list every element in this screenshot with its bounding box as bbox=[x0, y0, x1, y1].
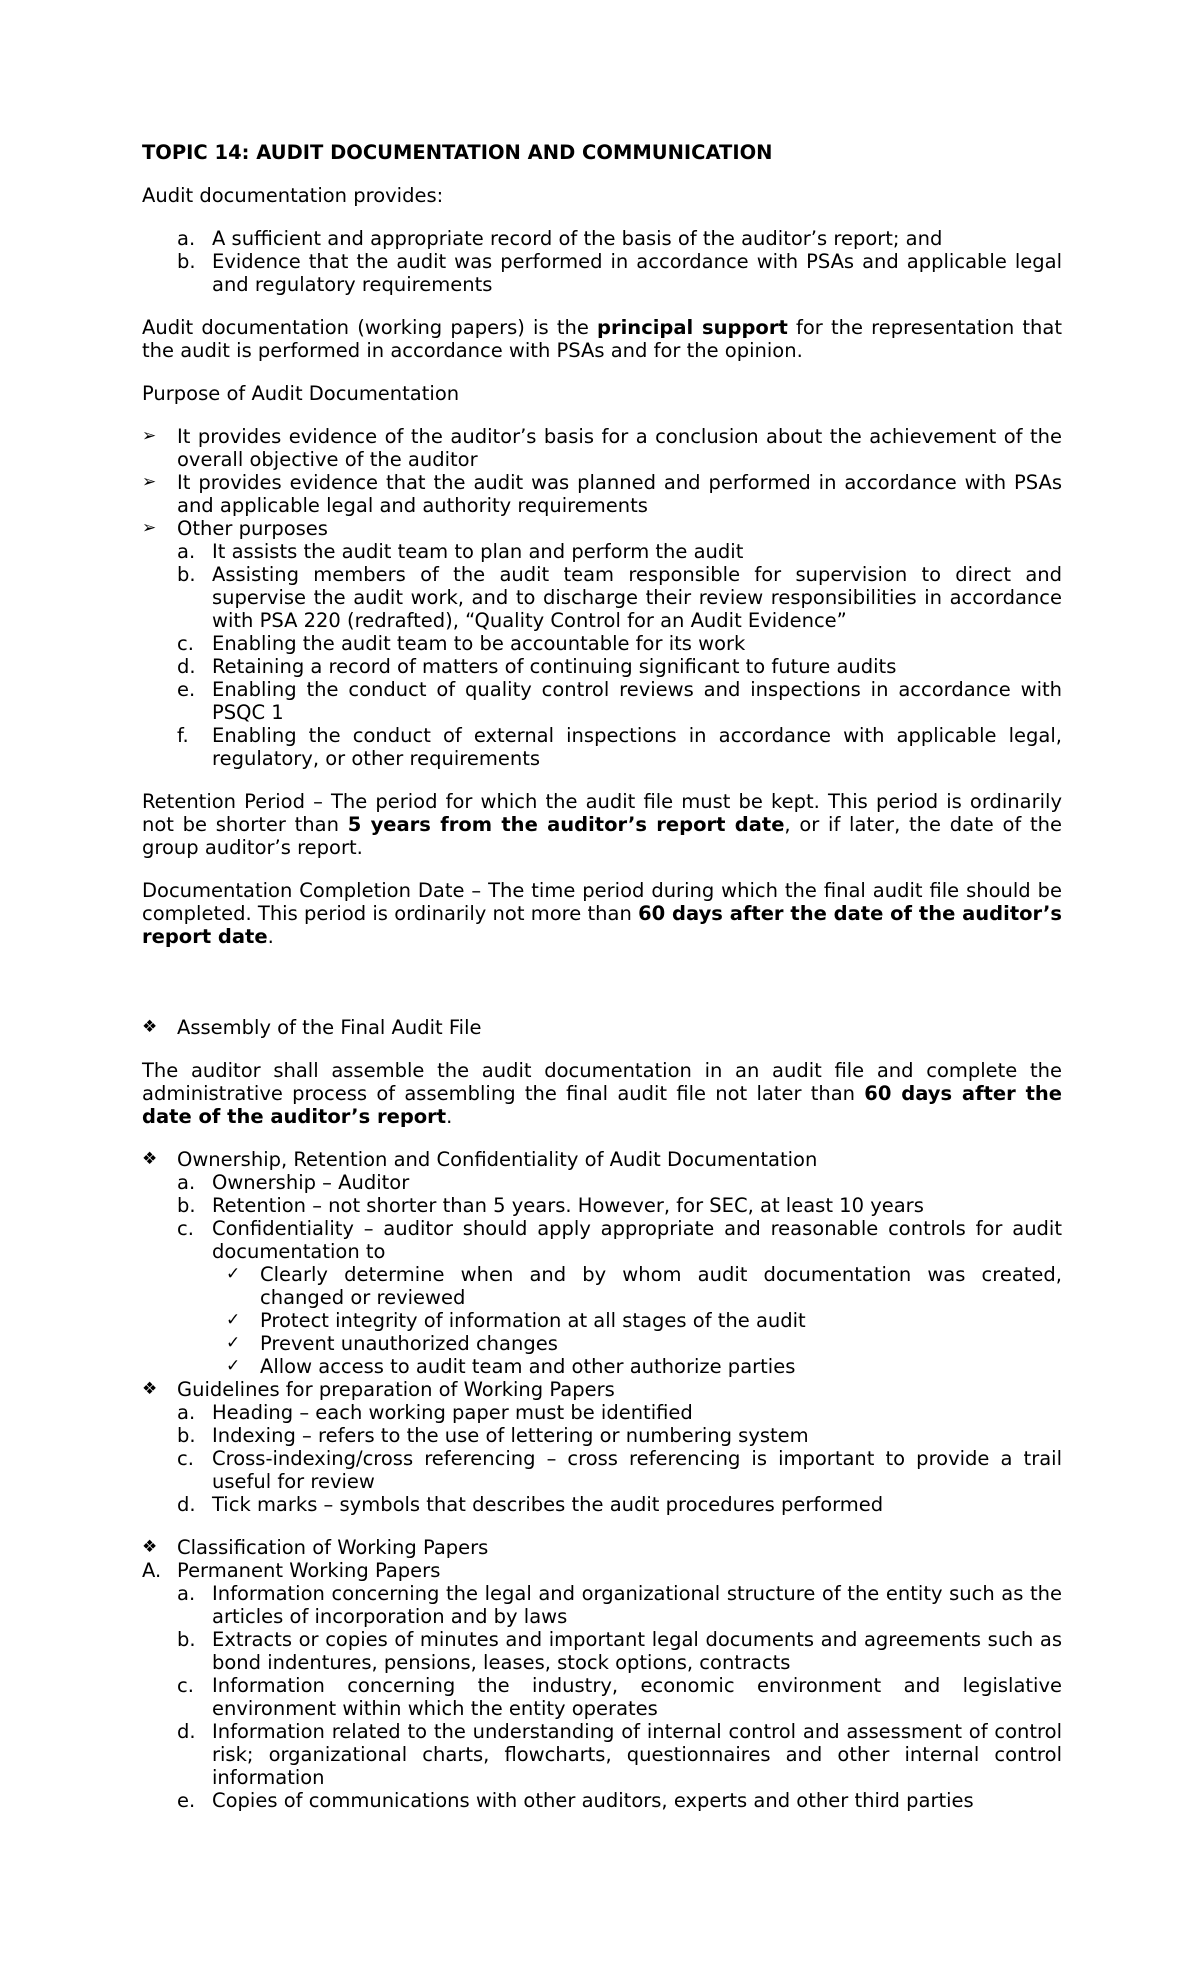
other-purposes-list bbox=[142, 540, 1062, 770]
check-item bbox=[142, 1332, 1062, 1355]
text-run: . bbox=[446, 1105, 453, 1128]
text-run: , or if later, the date of the group auditor’s report. bbox=[142, 813, 1062, 859]
list-item-text: It assists the audit team to plan and perform the audit bbox=[212, 540, 744, 563]
list-item bbox=[142, 250, 1062, 296]
list-item bbox=[142, 227, 1062, 250]
list-item-text: Information related to the understanding of internal control and assessment of control risk; organizational charts, flowcharts, questionnaires and other internal control information bbox=[212, 1720, 1062, 1789]
retention-period-paragraph bbox=[142, 790, 1062, 859]
list-item-text: It provides evidence of the auditor’s basis for a conclusion about the achievement of the overall objective of the auditor bbox=[177, 425, 1062, 471]
list-marker: d. bbox=[177, 1493, 196, 1516]
text-run: Audit documentation (working papers) is the bbox=[142, 316, 598, 339]
list-item-text: Information concerning the industry, economic environment and legislative environment within which the entity operates bbox=[212, 1674, 1062, 1720]
diamond-bullet-icon: ❖ bbox=[142, 1537, 158, 1557]
list-item-text: Evidence that the audit was performed in accordance with PSAs and applicable legal and regulatory requirements bbox=[212, 250, 1062, 296]
bold-text: 60 days after the date of the auditor’s report bbox=[142, 1082, 1062, 1128]
list-marker: A. bbox=[142, 1559, 162, 1582]
list-item-text: Indexing – refers to the use of lettering or numbering system bbox=[212, 1424, 809, 1447]
confidentiality-checklist bbox=[142, 1263, 1062, 1378]
subsection-heading-text: Permanent Working Papers bbox=[177, 1559, 441, 1582]
section-heading-text: Classification of Working Papers bbox=[177, 1536, 489, 1559]
list-item bbox=[142, 517, 1062, 540]
text-run: The auditor shall assemble the audit documentation in an audit file and complete the administrative process of assembling the final audit file not later than bbox=[142, 1059, 1062, 1105]
arrow-bullet-icon: ➢ bbox=[142, 426, 157, 446]
list-item bbox=[142, 678, 1062, 724]
diamond-bullet-icon: ❖ bbox=[142, 1149, 158, 1169]
list-marker: a. bbox=[177, 227, 196, 250]
check-mark-icon: ✓ bbox=[226, 1310, 241, 1330]
list-marker: c. bbox=[177, 1217, 194, 1240]
provides-list bbox=[142, 227, 1062, 296]
intro-text: Audit documentation provides: bbox=[142, 184, 444, 207]
list-item bbox=[142, 632, 1062, 655]
check-item bbox=[142, 1355, 1062, 1378]
list-item bbox=[142, 655, 1062, 678]
list-marker: d. bbox=[177, 1720, 196, 1743]
bold-text: principal support bbox=[597, 316, 788, 339]
list-marker: d. bbox=[177, 655, 196, 678]
list-item-text: Other purposes bbox=[177, 517, 328, 540]
assembly-heading bbox=[142, 1016, 1062, 1039]
check-mark-icon: ✓ bbox=[226, 1264, 241, 1284]
assembly-paragraph bbox=[142, 1059, 1062, 1128]
text-run: Retention Period – The period for which the audit file must be kept. This period is ordinarily not be shorter than bbox=[142, 790, 1062, 836]
classification-heading bbox=[142, 1536, 1062, 1559]
list-item bbox=[142, 1217, 1062, 1263]
section-heading-text: Assembly of the Final Audit File bbox=[177, 1016, 482, 1039]
list-marker: a. bbox=[177, 1401, 196, 1424]
list-item bbox=[142, 1720, 1062, 1789]
list-marker: a. bbox=[177, 1171, 196, 1194]
purpose-heading: Purpose of Audit Documentation bbox=[142, 382, 460, 405]
guidelines-heading bbox=[142, 1378, 1062, 1401]
check-item-text: Allow access to audit team and other authorize parties bbox=[260, 1355, 796, 1378]
list-item-text: Tick marks – symbols that describes the audit procedures performed bbox=[212, 1493, 884, 1516]
list-item-text: Cross-indexing/cross referencing – cross referencing is important to provide a trail useful for review bbox=[212, 1447, 1062, 1493]
list-item bbox=[142, 1447, 1062, 1493]
list-marker: c. bbox=[177, 1674, 194, 1697]
list-item-text: Information concerning the legal and organizational structure of the entity such as the articles of incorporation and by laws bbox=[212, 1582, 1062, 1628]
completion-date-paragraph bbox=[142, 879, 1062, 948]
list-item bbox=[142, 1582, 1062, 1628]
list-item-text: Retaining a record of matters of continuing significant to future audits bbox=[212, 655, 897, 678]
arrow-bullet-icon: ➢ bbox=[142, 518, 157, 538]
list-item-text: Retention – not shorter than 5 years. However, for SEC, at least 10 years bbox=[212, 1194, 924, 1217]
diamond-bullet-icon: ❖ bbox=[142, 1017, 158, 1037]
list-item-text: Extracts or copies of minutes and important legal documents and agreements such as bond indentures, pensions, leases, stock options, contracts bbox=[212, 1628, 1062, 1674]
check-item-text: Protect integrity of information at all stages of the audit bbox=[260, 1309, 806, 1332]
list-marker: e. bbox=[177, 1789, 196, 1812]
list-marker: a. bbox=[177, 1582, 196, 1605]
list-item-text: Copies of communications with other auditors, experts and other third parties bbox=[212, 1789, 974, 1812]
section-heading-text: Ownership, Retention and Confidentiality of Audit Documentation bbox=[177, 1148, 818, 1171]
list-item-text: Enabling the conduct of quality control reviews and inspections in accordance with PSQC 1 bbox=[212, 678, 1062, 724]
ownership-heading bbox=[142, 1148, 1062, 1171]
list-item bbox=[142, 1674, 1062, 1720]
list-marker: b. bbox=[177, 1628, 196, 1651]
document-page bbox=[142, 141, 1062, 1812]
purpose-list bbox=[142, 425, 1062, 540]
list-item bbox=[142, 1493, 1062, 1516]
list-marker: b. bbox=[177, 563, 196, 586]
check-item-text: Clearly determine when and by whom audit documentation was created, changed or reviewed bbox=[260, 1263, 1062, 1309]
list-item-text: Enabling the conduct of external inspections in accordance with applicable legal, regulatory, or other requirements bbox=[212, 724, 1062, 770]
list-item-text: Ownership – Auditor bbox=[212, 1171, 410, 1194]
list-item bbox=[142, 471, 1062, 517]
list-item bbox=[142, 1424, 1062, 1447]
bold-text: 5 years from the auditor’s report date bbox=[347, 813, 785, 836]
principal-support-paragraph bbox=[142, 316, 1062, 362]
list-marker: c. bbox=[177, 1447, 194, 1470]
list-item bbox=[142, 1401, 1062, 1424]
list-marker: f. bbox=[177, 724, 189, 747]
list-marker: e. bbox=[177, 678, 196, 701]
permanent-papers-list bbox=[142, 1582, 1062, 1812]
section-heading-text: Guidelines for preparation of Working Papers bbox=[177, 1378, 615, 1401]
diamond-bullet-icon: ❖ bbox=[142, 1379, 158, 1399]
list-item bbox=[142, 1194, 1062, 1217]
check-item bbox=[142, 1263, 1062, 1309]
list-marker: a. bbox=[177, 540, 196, 563]
check-mark-icon: ✓ bbox=[226, 1356, 241, 1376]
bold-text: 60 days after the date of the auditor’s report date bbox=[142, 902, 1062, 948]
arrow-bullet-icon: ➢ bbox=[142, 472, 157, 492]
text-run: for the representation that the audit is performed in accordance with PSAs and for the opinion. bbox=[142, 316, 1062, 362]
list-item bbox=[142, 1789, 1062, 1812]
list-item bbox=[142, 724, 1062, 770]
text-run: Documentation Completion Date – The time period during which the final audit file should be completed. This period is ordinarily not more than bbox=[142, 879, 1062, 925]
list-item-text: Confidentiality – auditor should apply appropriate and reasonable controls for audit documentation to bbox=[212, 1217, 1062, 1263]
list-item-text: Heading – each working paper must be identified bbox=[212, 1401, 693, 1424]
list-item bbox=[142, 563, 1062, 632]
check-item bbox=[142, 1309, 1062, 1332]
guidelines-list bbox=[142, 1401, 1062, 1516]
list-marker: b. bbox=[177, 250, 196, 273]
list-marker: b. bbox=[177, 1194, 196, 1217]
ownership-list bbox=[142, 1171, 1062, 1263]
list-item bbox=[142, 1628, 1062, 1674]
list-item bbox=[142, 425, 1062, 471]
list-item-text: A sufficient and appropriate record of the basis of the auditor’s report; and bbox=[212, 227, 943, 250]
check-item-text: Prevent unauthorized changes bbox=[260, 1332, 558, 1355]
list-item-text: It provides evidence that the audit was planned and performed in accordance with PSAs and applicable legal and authority requirements bbox=[177, 471, 1062, 517]
list-marker: c. bbox=[177, 632, 194, 655]
list-marker: b. bbox=[177, 1424, 196, 1447]
permanent-papers-heading bbox=[142, 1559, 1062, 1582]
list-item-text: Assisting members of the audit team responsible for supervision to direct and supervise the audit work, and to discharge their review responsibilities in accordance with PSA 220 (redrafted), “Quality Control for an Audit Evidence” bbox=[212, 563, 1062, 632]
text-run: . bbox=[267, 925, 274, 948]
list-item bbox=[142, 1171, 1062, 1194]
check-mark-icon: ✓ bbox=[226, 1333, 241, 1353]
page-title: TOPIC 14: AUDIT DOCUMENTATION AND COMMUNICATION bbox=[142, 141, 773, 164]
list-item-text: Enabling the audit team to be accountable for its work bbox=[212, 632, 746, 655]
list-item bbox=[142, 540, 1062, 563]
